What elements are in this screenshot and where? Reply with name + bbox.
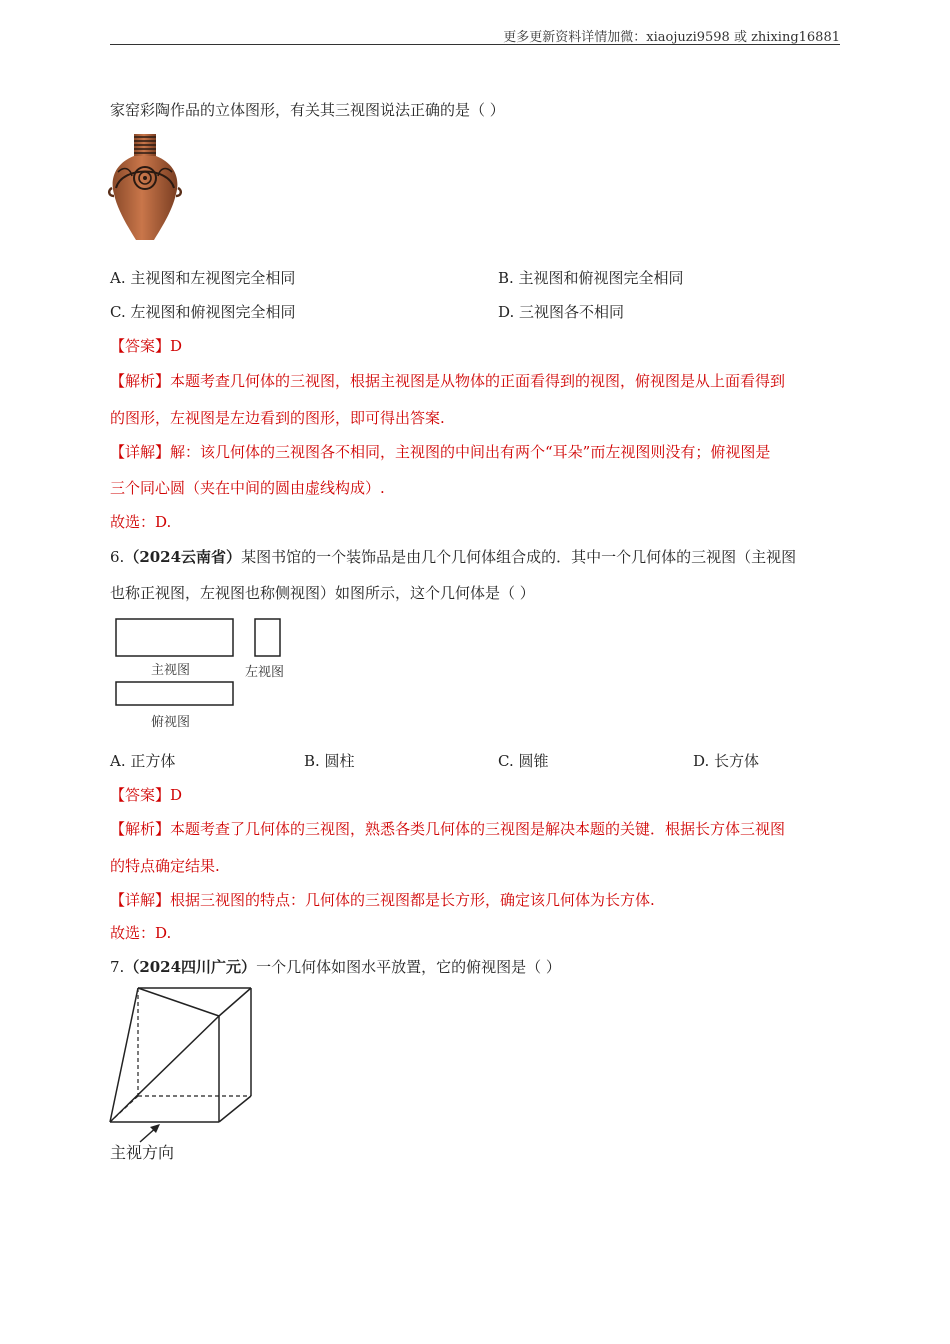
q5-answer: 【答案】D xyxy=(110,337,183,355)
q5-detail-line1: 【详解】解：该几何体的三视图各不相同，主视图的中间出有两个“耳朵”而左视图则没有；俯视图是 xyxy=(110,443,771,461)
q5-option-a: A. 主视图和左视图完全相同 xyxy=(110,269,296,287)
q5-option-c: C. 左视图和俯视图完全相同 xyxy=(110,303,296,321)
pottery-vase-image xyxy=(108,132,182,242)
front-view-rectangle xyxy=(116,619,233,656)
q5-detail-line2: 三个同心圆（夹在中间的圆由虚线构成）. xyxy=(110,479,385,497)
q5-choose: 故选：D. xyxy=(110,513,172,531)
q6-option-a: A. 正方体 xyxy=(110,752,176,770)
q6-analysis-line1: 【解析】本题考查了几何体的三视图，熟悉各类几何体的三视图是解决本题的关键．根据长方体三视图 xyxy=(110,820,786,838)
left-view-label: 左视图 xyxy=(245,665,285,680)
q5-option-d: D. 三视图各不相同 xyxy=(498,303,625,321)
front-view-label: 主视图 xyxy=(151,663,191,678)
q6-stem-line1 xyxy=(110,547,845,567)
q7-stem-text: 一个几何体如图水平放置，它的俯视图是（ ） xyxy=(256,958,561,976)
left-view-rectangle xyxy=(255,619,280,656)
q6-analysis-line2: 的特点确定结果. xyxy=(110,857,220,875)
solid-figure xyxy=(106,984,256,1146)
q5-analysis-line2: 的图形，左视图是左边看到的图形，即可得出答案. xyxy=(110,409,445,427)
q5-analysis-line1: 【解析】本题考查几何体的三视图，根据主视图是从物体的正面看得到的视图，俯视图是从上面看得到 xyxy=(110,372,786,390)
q5-option-b: B. 主视图和俯视图完全相同 xyxy=(498,269,684,287)
q6-stem-line2: 也称正视图，左视图也称侧视图）如图所示，这个几何体是（ ） xyxy=(110,584,535,602)
header-text: 更多更新资料详情加微：xiaojuzi9598 或 zhixing16881 xyxy=(503,30,840,45)
q6-number: 6. xyxy=(110,548,125,566)
top-view-rectangle xyxy=(116,682,233,705)
q7-source: （2024四川广元） xyxy=(124,958,257,976)
q6-detail: 【详解】根据三视图的特点：几何体的三视图都是长方形，确定该几何体为长方体. xyxy=(110,891,655,909)
q7-stem xyxy=(110,957,845,977)
q5-stem: 家窑彩陶作品的立体图形，有关其三视图说法正确的是（ ） xyxy=(110,101,505,119)
q6-source: （2024云南省） xyxy=(124,548,242,566)
q6-option-c: C. 圆锥 xyxy=(498,752,549,770)
q6-choose: 故选：D. xyxy=(110,924,172,942)
q6-stem-text: 某图书馆的一个装饰品是由几个几何体组合成的．其中一个几何体的三视图（主视图 xyxy=(241,548,797,566)
q7-number: 7. xyxy=(110,958,125,976)
top-view-label: 俯视图 xyxy=(151,715,191,730)
q6-answer: 【答案】D xyxy=(110,786,183,804)
front-view-direction-label: 主视方向 xyxy=(110,1143,175,1162)
q6-option-d: D. 长方体 xyxy=(693,752,760,770)
q6-option-b: B. 圆柱 xyxy=(304,752,355,770)
header-rule xyxy=(110,44,840,45)
